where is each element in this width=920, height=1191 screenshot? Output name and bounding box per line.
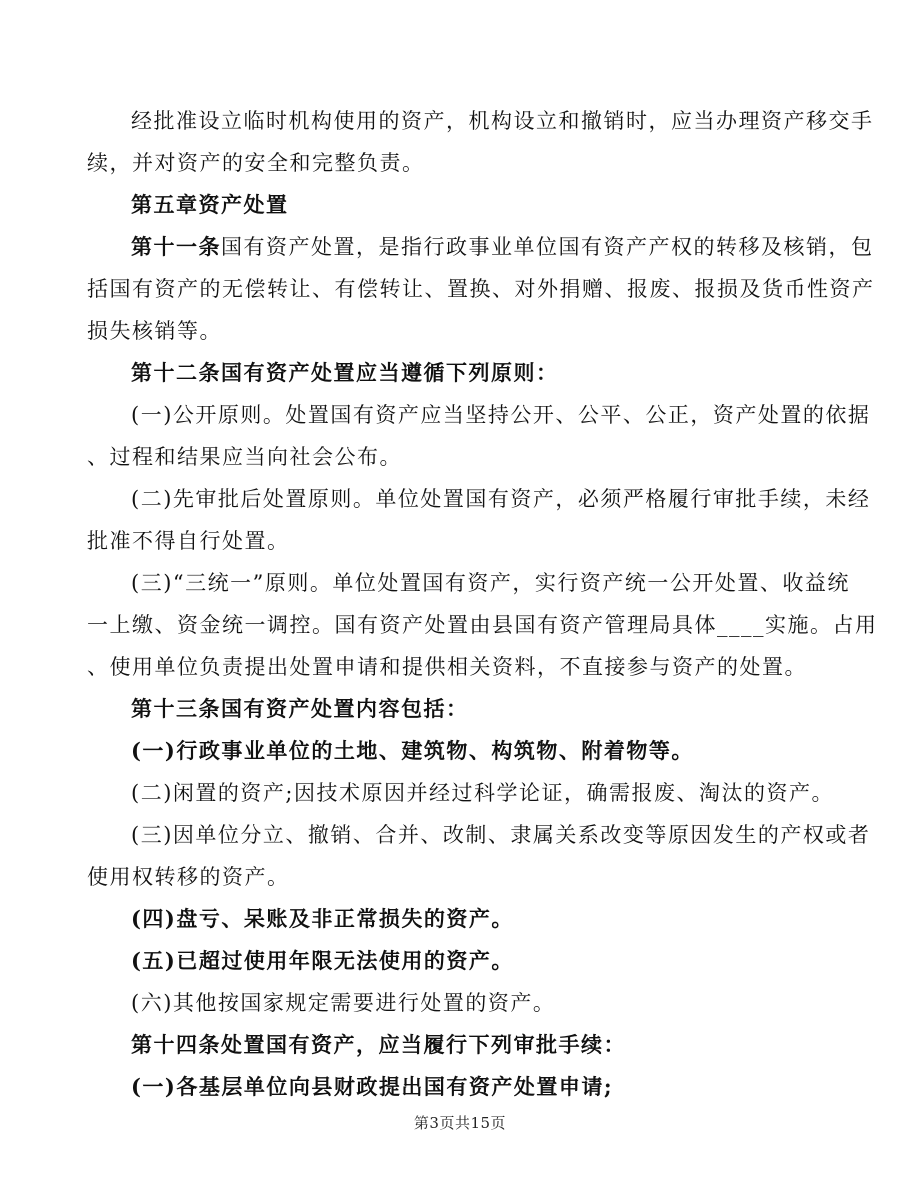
disposal-item-3 <box>87 814 871 898</box>
text-line: (二)先审批后处置原则。单位处置国有资产，必须严格履行审批手续，未经 <box>131 487 871 511</box>
page-number-footer: 第3页共15页 <box>413 1114 507 1132</box>
disposal-item-4 <box>131 898 831 940</box>
text-line: 经批准设立临时机构使用的资产，机构设立和撤销时，应当办理资产移交手 <box>131 109 874 133</box>
principle-2 <box>87 478 871 562</box>
principle-1 <box>87 394 871 478</box>
approval-step-1 <box>131 1066 831 1108</box>
text-line: 第十四条处置国有资产，应当履行下列审批手续： <box>131 1032 626 1057</box>
text-line: 、使用单位负责提出处置申请和提供相关资料，不直接参与资产的处置。 <box>87 655 807 679</box>
disposal-item-6 <box>131 982 831 1024</box>
text-line: (六)其他按国家规定需要进行处置的资产。 <box>131 991 556 1015</box>
disposal-item-1 <box>131 730 831 772</box>
text-line <box>131 226 874 268</box>
text-line: (二)闲置的资产;因技术原因并经过科学论证，确需报废、淘汰的资产。 <box>131 781 834 805</box>
text-line: (五)已超过使用年限无法使用的资产。 <box>131 948 514 973</box>
text-line: (四)盘亏、呆账及非正常损失的资产。 <box>131 906 514 931</box>
text-line: 批准不得自行处置。 <box>87 529 290 553</box>
text-line: 一上缴、资金统一调控。国有资产处置由县国有资产管理局具体____实施。占用 <box>87 613 878 637</box>
article-12-heading <box>131 352 831 394</box>
paragraph-temporary-agency-assets <box>87 100 874 184</box>
text-line: (一)行政事业单位的土地、建筑物、构筑物、附着物等。 <box>131 738 694 763</box>
article-14-heading <box>131 1024 831 1066</box>
text-line: 、过程和结果应当向社会公布。 <box>87 445 402 469</box>
disposal-item-5 <box>131 940 831 982</box>
article-13-heading <box>131 688 831 730</box>
principle-3 <box>87 562 878 688</box>
text-line: 第五章资产处置 <box>131 192 289 217</box>
text-line: 使用权转移的资产。 <box>87 865 290 889</box>
text-line: (一)公开原则。处置国有资产应当坚持公开、公平、公正，资产处置的依据 <box>131 403 871 427</box>
text-line: 续，并对资产的安全和完整负责。 <box>87 151 425 175</box>
disposal-item-2 <box>131 772 834 814</box>
text-line: 第十二条国有资产处置应当遵循下列原则： <box>131 360 559 385</box>
chapter-heading <box>131 184 831 226</box>
text-run: 国有资产处置，是指行政事业单位国有资产产权的转移及核销，包 <box>221 235 874 259</box>
article-11 <box>87 226 875 352</box>
text-line: (三)“三统一”原则。单位处置国有资产，实行资产统一公开处置、收益统 <box>131 571 850 595</box>
text-line: (一)各基层单位向县财政提出国有资产处置申请; <box>131 1074 614 1099</box>
article-number: 第十一条 <box>131 234 221 259</box>
text-line: 括国有资产的无偿转让、有偿转让、置换、对外捐赠、报废、报损及货币性资产 <box>87 277 875 301</box>
text-line: 第十三条国有资产处置内容包括： <box>131 696 469 721</box>
text-line: 损失核销等。 <box>87 319 222 343</box>
text-line: (三)因单位分立、撤销、合并、改制、隶属关系改变等原因发生的产权或者 <box>131 823 871 847</box>
